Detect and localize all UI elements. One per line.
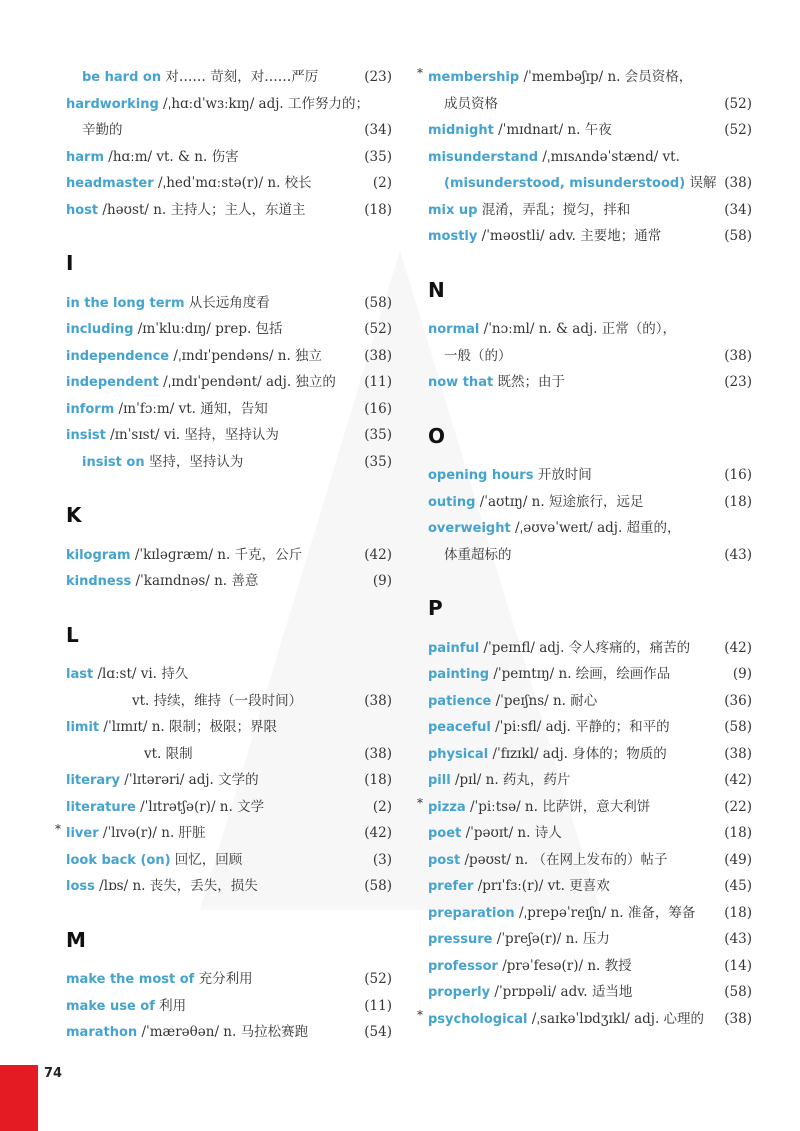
definition: 回忆，回顾: [170, 851, 243, 868]
headword: host: [66, 202, 99, 218]
definition: /həʊst/ n. 主持人；主人，东道主: [98, 201, 306, 218]
unit-reference: (14): [724, 957, 752, 974]
unit-reference: (58): [724, 984, 752, 1000]
glossary-entry: [428, 873, 752, 900]
glossary-entry: [428, 767, 752, 794]
glossary-entry: [417, 64, 752, 91]
unit-reference: (45): [724, 878, 752, 894]
definition: /ˈkaɪndnəs/ n. 善意: [131, 573, 259, 589]
headword: including: [66, 322, 134, 337]
glossary-entry: [428, 343, 752, 370]
definition: /ˌɪndɪˈpendəns/ n. 独立: [169, 347, 323, 364]
glossary-entry: [66, 396, 392, 423]
definition: /ɪnˈsɪst/ vi. 坚持，坚持认为: [105, 427, 279, 443]
glossary-entry: [428, 820, 752, 847]
glossary-entry: [428, 635, 752, 662]
headword: misunderstand: [428, 149, 539, 165]
glossary-entry: [66, 422, 392, 449]
headword: prefer: [428, 879, 474, 894]
definition: /ˈlɪmɪt/ n. 限制；极限；界限: [99, 719, 277, 735]
headword: literary: [66, 773, 121, 788]
unit-reference: (35): [364, 453, 392, 470]
unit-reference: (11): [364, 997, 392, 1014]
definition: /ˈnɔːml/ n. & adj. 正常（的），: [479, 321, 676, 337]
definition: /pɪl/ n. 药丸，药片: [450, 772, 571, 788]
glossary-entry: [66, 741, 392, 768]
definition: /lɒs/ n. 丧失，丢失，损失: [94, 878, 258, 894]
glossary-entry: [66, 144, 392, 171]
unit-reference: (58): [724, 719, 752, 735]
unit-reference: (38): [364, 745, 392, 762]
headword: look back (on): [66, 852, 171, 868]
section-letter: K: [66, 503, 82, 527]
section-letter: O: [428, 423, 446, 448]
headword: properly: [428, 985, 491, 1000]
unit-reference: (34): [364, 122, 392, 138]
headword: make the most of: [66, 972, 195, 987]
glossary-entry: [66, 290, 392, 317]
glossary-entry: [66, 688, 392, 715]
headword: kindness: [66, 574, 132, 589]
page-number: 74: [44, 1066, 63, 1081]
glossary-entry: [428, 661, 752, 688]
unit-reference: (23): [364, 69, 392, 85]
section-letter: L: [66, 622, 79, 647]
definition: /ɪnˈfɔːm/ vt. 通知，告知: [114, 400, 268, 417]
glossary-entry: [66, 1019, 392, 1046]
headword: overweight: [428, 521, 511, 536]
unit-reference: (16): [724, 467, 752, 483]
glossary-entry: [428, 953, 752, 980]
definition: (misunderstood, misunderstood) 误解: [444, 175, 717, 191]
headword: now that: [428, 375, 494, 390]
definition: 从长远角度看: [184, 294, 270, 311]
glossary-entry: [66, 343, 392, 370]
headword: marathon: [66, 1025, 138, 1040]
unit-reference: (35): [364, 148, 392, 165]
glossary-entry: [428, 117, 752, 144]
definition: /ˈlɪtərəri/ adj. 文学的: [120, 772, 259, 788]
headword: loss: [66, 879, 95, 894]
unit-reference: (42): [724, 639, 752, 656]
definition: /ˈməʊstli/ adv. 主要地；通常: [477, 228, 662, 244]
headword: limit: [66, 720, 100, 735]
unit-reference: (58): [364, 294, 392, 311]
unit-reference: (18): [724, 493, 752, 510]
unit-reference: (2): [372, 175, 392, 191]
headword: independence: [66, 348, 170, 364]
glossary-entry: [428, 542, 752, 569]
section-letter: N: [428, 277, 445, 302]
glossary-entry: [66, 714, 392, 741]
headword: painful: [428, 640, 480, 656]
glossary-entry: [428, 144, 752, 171]
unit-reference: (11): [364, 374, 392, 390]
glossary-entry: [428, 369, 752, 396]
headword: liver: [66, 826, 99, 841]
glossary-entry: [417, 794, 752, 821]
glossary-entry: [66, 170, 392, 197]
definition: /ˌhɑːdˈwɜːkɪŋ/ adj. 工作努力的；: [158, 95, 370, 112]
headword: headmaster: [66, 176, 154, 191]
unit-reference: (18): [724, 825, 752, 841]
definition: vt. 持续，维持（一段时间）: [132, 692, 303, 709]
unit-reference: (38): [724, 347, 752, 364]
headword: peaceful: [428, 720, 491, 735]
definition: 充分利用: [194, 971, 253, 987]
definition: vt. 限制: [144, 745, 193, 762]
definition: 成员资格: [444, 95, 498, 112]
headword: membership: [428, 70, 520, 85]
unit-reference: (18): [364, 772, 392, 788]
glossary-entry: [66, 64, 392, 91]
glossary-entry: [428, 223, 752, 250]
definition: /ˌsaɪkəˈlɒdʒɪkl/ adj. 心理的: [527, 1010, 705, 1027]
section-letter: P: [428, 596, 443, 620]
glossary-column-left: [55, 64, 392, 1046]
unit-reference: (43): [724, 931, 752, 947]
glossary-entry: [428, 462, 752, 489]
unit-reference: (54): [364, 1024, 392, 1040]
asterisk-marker: *: [417, 1007, 423, 1022]
unit-reference: (38): [364, 347, 392, 364]
headword: professor: [428, 958, 498, 974]
headword: last: [66, 667, 94, 682]
headword: make use of: [66, 998, 155, 1014]
definition: /ˈmærəθən/ n. 马拉松赛跑: [137, 1024, 309, 1040]
page-corner-tab: [0, 1065, 38, 1131]
definition: /ˈprɒpəli/ adv. 适当地: [490, 984, 633, 1000]
glossary-entry: [66, 197, 392, 224]
headword: outing: [428, 494, 476, 510]
glossary-entry: [428, 741, 752, 768]
glossary-entry: [55, 820, 392, 847]
asterisk-marker: *: [55, 822, 61, 836]
definition: /ˈpəʊɪt/ n. 诗人: [461, 825, 562, 841]
glossary-entry: [66, 966, 392, 993]
unit-reference: (38): [724, 745, 752, 762]
unit-reference: (43): [724, 546, 752, 563]
definition: /ˈpiːsfl/ adj. 平静的；和平的: [490, 719, 670, 735]
definition: /ˈpeɪntɪŋ/ n. 绘画，绘画作品: [489, 666, 671, 682]
glossary-entry: [66, 568, 392, 595]
glossary-entry: [428, 847, 752, 874]
headword: kilogram: [66, 547, 131, 563]
definition: /ˈpeɪʃns/ n. 耐心: [491, 692, 598, 709]
definition: /ˈpeɪnfl/ adj. 令人疼痛的，痛苦的: [479, 639, 691, 656]
headword: physical: [428, 746, 489, 762]
definition: /ˈfɪzɪkl/ adj. 身体的；物质的: [488, 745, 667, 762]
definition: 对…… 苛刻，对……严厉: [161, 69, 319, 85]
unit-reference: (9): [732, 666, 752, 682]
headword: opening hours: [428, 468, 534, 483]
headword: post: [428, 852, 461, 868]
glossary-entry: [66, 449, 392, 476]
unit-reference: (42): [364, 546, 392, 563]
headword: pizza: [428, 799, 466, 815]
glossary-entry: [428, 197, 752, 224]
unit-reference: (18): [724, 904, 752, 921]
definition: /prəˈfesə(r)/ n. 教授: [497, 957, 632, 974]
glossary-entry: [66, 767, 392, 794]
definition: /ˌprepəˈreɪʃn/ n. 准备，筹备: [514, 904, 696, 921]
definition: /ˌɪndɪˈpendənt/ adj. 独立的: [158, 374, 336, 390]
glossary-entry: [66, 316, 392, 343]
glossary-entry: [428, 515, 752, 542]
glossary-entry: [428, 926, 752, 953]
glossary-entry: [428, 91, 752, 118]
glossary-entry: [66, 794, 392, 821]
definition: /lɑːst/ vi. 持久: [93, 666, 189, 682]
glossary-entry: [66, 661, 392, 688]
section-letter: I: [66, 251, 74, 275]
unit-reference: (38): [364, 692, 392, 709]
glossary-entry: [66, 847, 392, 874]
headword: harm: [66, 149, 104, 165]
headword: psychological: [428, 1011, 528, 1027]
unit-reference: (52): [364, 971, 392, 987]
definition: 开放时间: [533, 467, 592, 483]
unit-reference: (52): [724, 95, 752, 112]
glossary-entry: [66, 873, 392, 900]
definition: /ˈpreʃə(r)/ n. 压力: [492, 931, 610, 947]
glossary-entry: [66, 91, 392, 118]
unit-reference: (16): [364, 400, 392, 417]
headword: mix up: [428, 202, 478, 218]
definition: /ˌəʊvəˈweɪt/ adj. 超重的，: [510, 520, 681, 536]
definition: /ˌhedˈmɑːstə(r)/ n. 校长: [153, 175, 312, 191]
glossary-entry: [66, 369, 392, 396]
headword: insist: [66, 428, 106, 443]
headword: poet: [428, 826, 462, 841]
glossary-entry: [428, 979, 752, 1006]
glossary-entry: [66, 993, 392, 1020]
unit-reference: (52): [724, 122, 752, 138]
glossary-entry: [428, 714, 752, 741]
unit-reference: (52): [364, 321, 392, 337]
glossary-column-right: [417, 64, 752, 1032]
headword: mostly: [428, 229, 478, 244]
definition: 混淆，弄乱；搅匀，拌和: [477, 201, 631, 218]
asterisk-marker: *: [417, 795, 423, 810]
asterisk-marker: *: [417, 66, 423, 80]
headword: hardworking: [66, 96, 159, 112]
headword: normal: [428, 322, 480, 337]
headword: pressure: [428, 932, 493, 947]
definition: 利用: [154, 997, 187, 1014]
definition: 既然；由于: [493, 374, 565, 390]
definition: 坚持，坚持认为: [144, 453, 244, 470]
headword: painting: [428, 667, 490, 682]
definition: /pəʊst/ n. （在网上发布的）帖子: [460, 851, 668, 868]
unit-reference: (58): [364, 878, 392, 894]
headword: patience: [428, 693, 492, 709]
definition: /ˈaʊtɪŋ/ n. 短途旅行，远足: [475, 493, 644, 510]
unit-reference: (3): [372, 851, 392, 868]
definition: 辛勤的: [82, 122, 123, 138]
section-letter: M: [66, 927, 86, 952]
unit-reference: (36): [724, 692, 752, 709]
headword: in the long term: [66, 295, 185, 311]
glossary-entry: [66, 117, 392, 144]
definition: /ˈpiːtsə/ n. 比萨饼，意大利饼: [465, 798, 651, 815]
unit-reference: (49): [724, 851, 752, 868]
unit-reference: (34): [724, 201, 752, 218]
glossary-entry: [428, 170, 752, 197]
definition: /ˈmembəʃɪp/ n. 会员资格，: [519, 69, 693, 85]
definition: /ˌmɪsʌndəˈstænd/ vt.: [538, 148, 680, 165]
past-forms: (misunderstood, misunderstood): [444, 176, 686, 191]
glossary-entry: [428, 900, 752, 927]
unit-reference: (2): [372, 798, 392, 815]
definition: /ˈlɪtrətʃə(r)/ n. 文学: [135, 798, 265, 815]
glossary-entry: [417, 1006, 752, 1033]
definition: /ɪnˈkluːdɪŋ/ prep. 包括: [133, 321, 283, 337]
definition: 一般（的）: [444, 347, 512, 364]
headword: insist on: [82, 454, 145, 470]
definition: /prɪˈfɜː(r)/ vt. 更喜欢: [473, 878, 610, 894]
glossary-entry: [428, 688, 752, 715]
headword: literature: [66, 799, 136, 815]
unit-reference: (9): [372, 573, 392, 589]
unit-reference: (42): [724, 772, 752, 788]
headword: inform: [66, 401, 115, 417]
headword: independent: [66, 375, 159, 390]
glossary-entry: [428, 316, 752, 343]
headword: pill: [428, 773, 451, 788]
unit-reference: (35): [364, 427, 392, 443]
definition: /ˈkɪləɡræm/ n. 千克，公斤: [130, 546, 303, 563]
headword: be hard on: [82, 70, 162, 85]
unit-reference: (38): [724, 1010, 752, 1027]
unit-reference: (22): [724, 798, 752, 815]
unit-reference: (58): [724, 228, 752, 244]
unit-reference: (42): [364, 825, 392, 841]
headword: midnight: [428, 123, 494, 138]
glossary-entry: [428, 489, 752, 516]
definition: /ˈmɪdnaɪt/ n. 午夜: [493, 122, 612, 138]
unit-reference: (18): [364, 201, 392, 218]
headword: preparation: [428, 905, 515, 921]
definition: /ˈlɪvə(r)/ n. 肝脏: [98, 825, 206, 841]
glossary-entry: [66, 542, 392, 569]
definition: /hɑːm/ vt. & n. 伤害: [103, 148, 239, 165]
definition: 体重超标的: [444, 546, 512, 563]
unit-reference: (38): [724, 175, 752, 191]
unit-reference: (23): [724, 374, 752, 390]
